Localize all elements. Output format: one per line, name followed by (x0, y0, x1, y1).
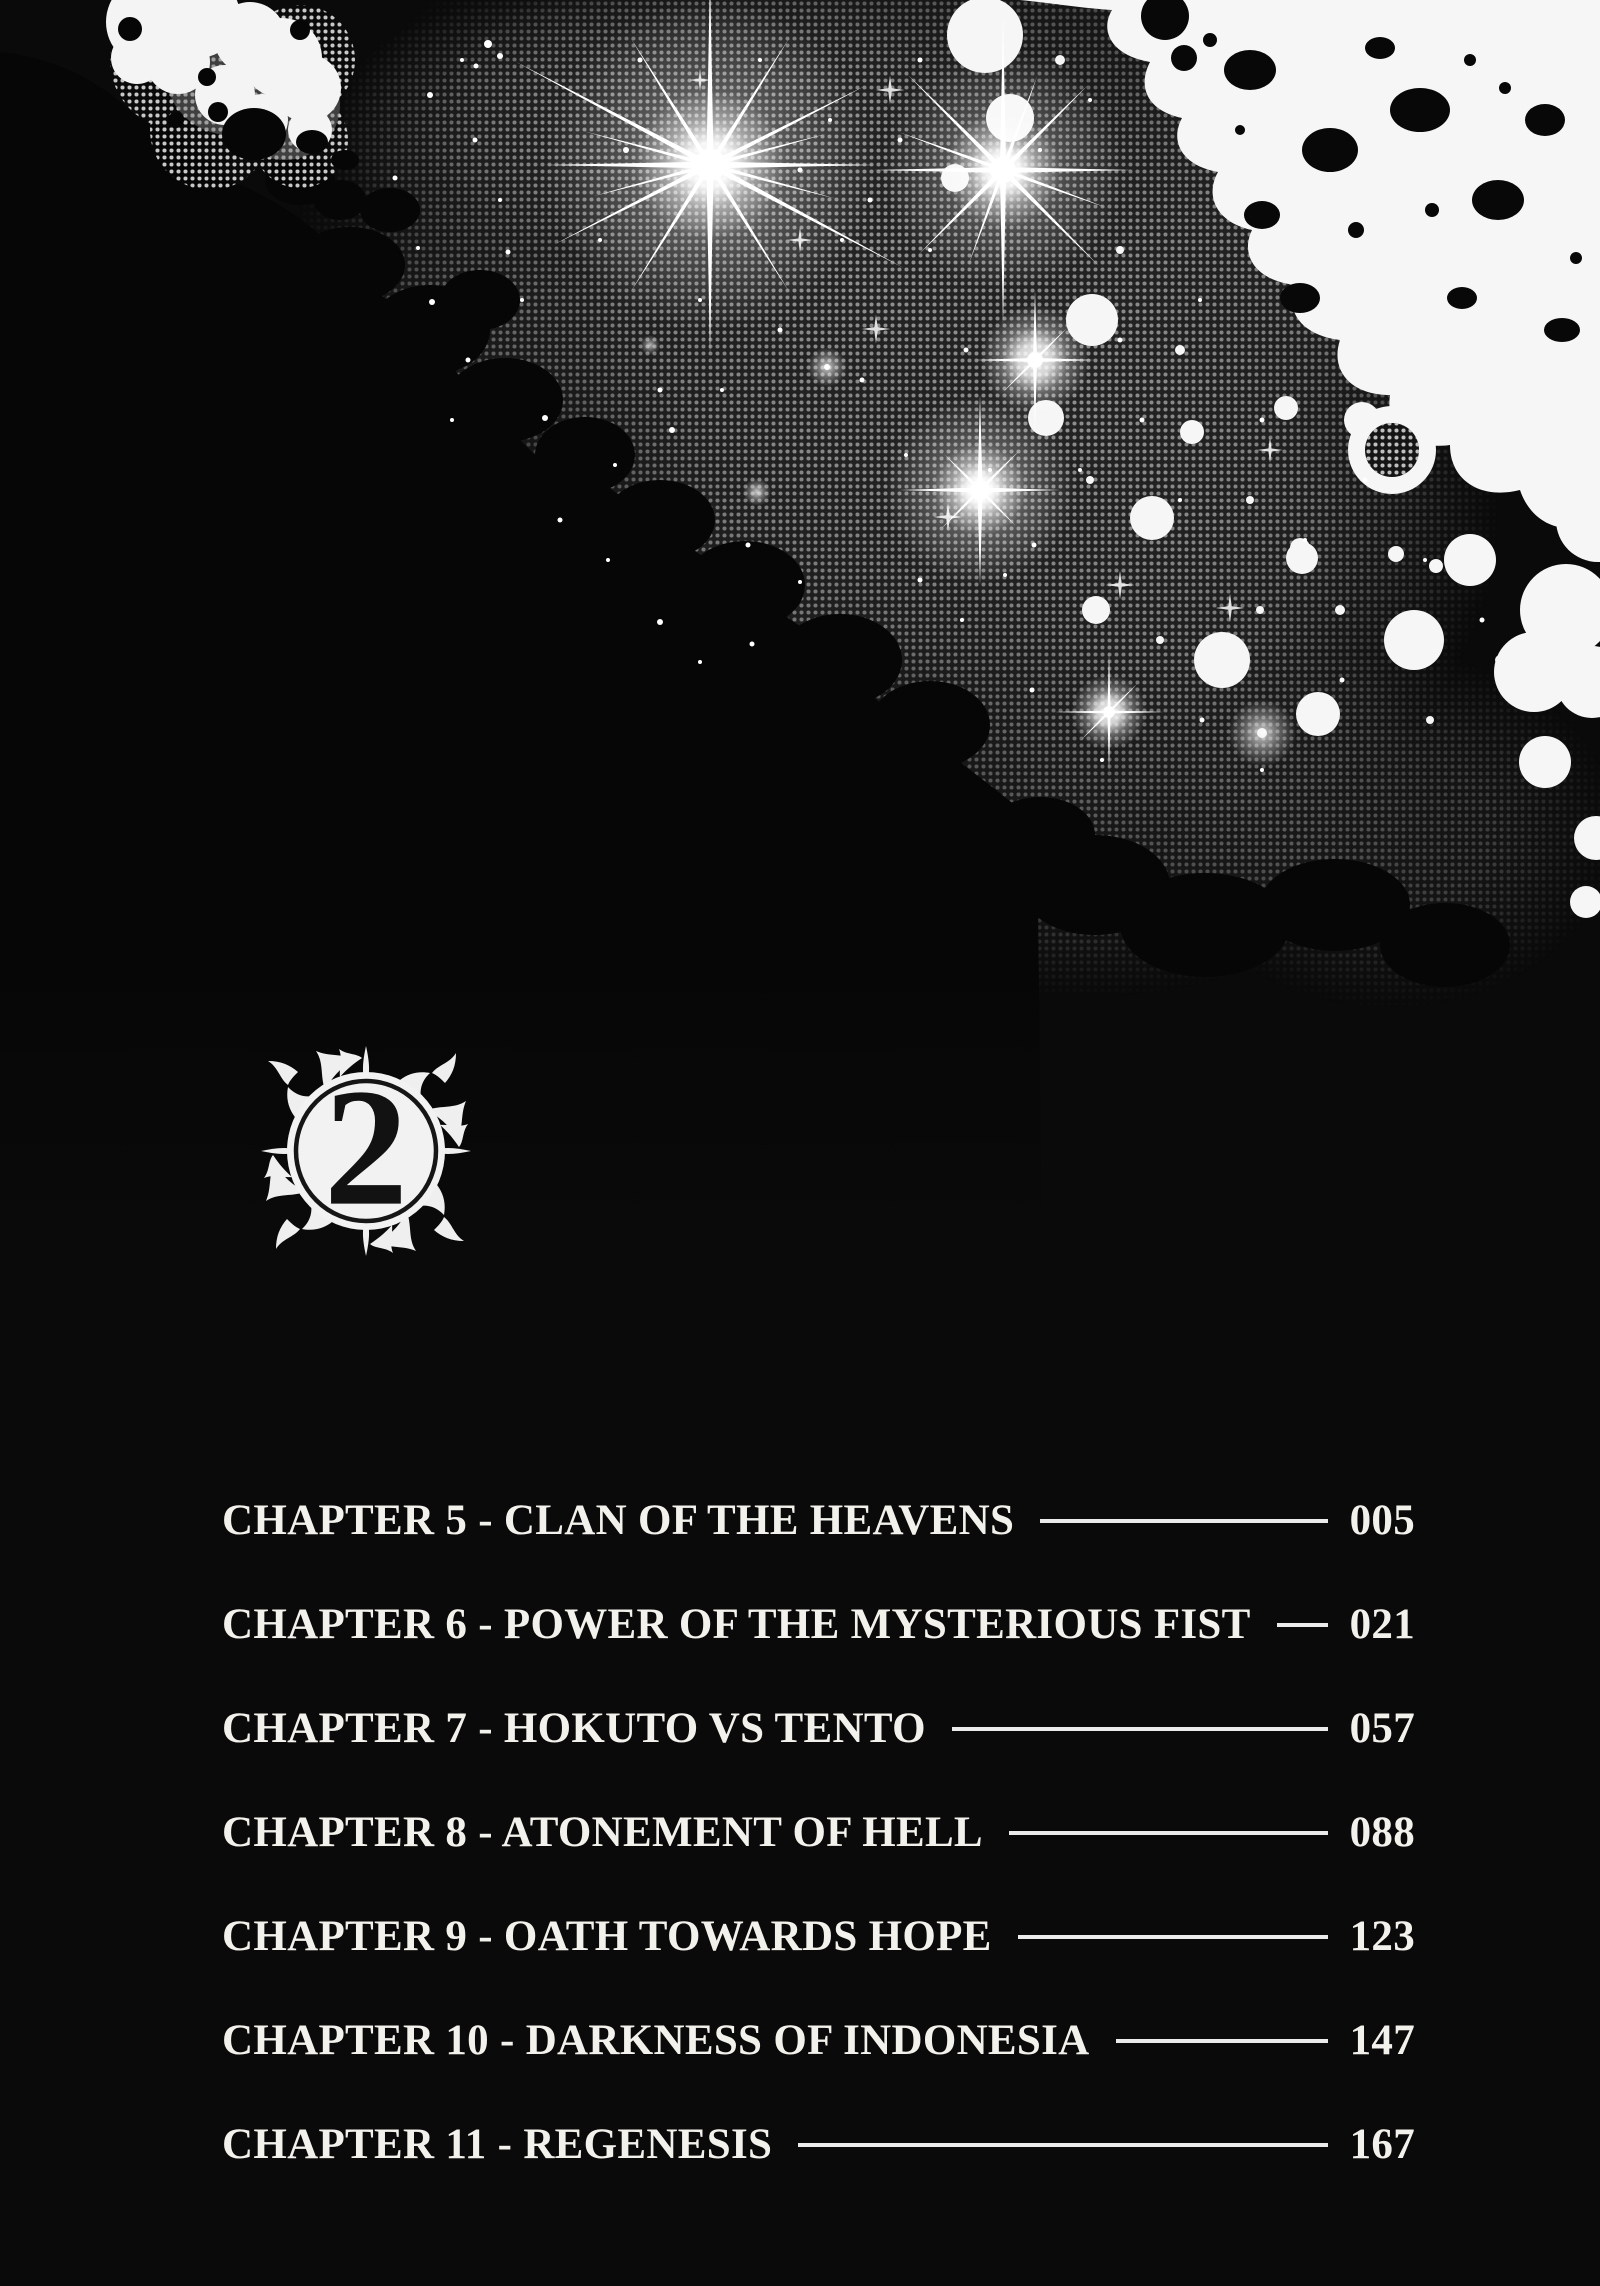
chapter-title: CHAPTER 5 - CLAN OF THE HEAVENS (222, 1496, 1015, 1544)
toc-row-chapter-5 (222, 1468, 1415, 1572)
leader-line (798, 2143, 1327, 2147)
toc-row-chapter-6 (222, 1572, 1415, 1676)
volume-number: 2 (324, 1054, 408, 1241)
leader-line (1040, 1519, 1327, 1523)
page-number: 147 (1349, 2016, 1415, 2064)
page-number: 167 (1349, 2120, 1415, 2168)
volume-emblem (253, 1038, 479, 1264)
toc-row-chapter-7 (222, 1676, 1415, 1780)
toc-row-chapter-10 (222, 1988, 1415, 2092)
table-of-contents (0, 1468, 1600, 2196)
toc-row-chapter-8 (222, 1780, 1415, 1884)
leader-line (1116, 2039, 1328, 2043)
sky-bottom-fade (0, 950, 1600, 1250)
page-number: 005 (1349, 1496, 1415, 1544)
chapter-title: CHAPTER 10 - DARKNESS OF INDONESIA (222, 2016, 1090, 2064)
chapter-title: CHAPTER 7 - HOKUTO VS TENTO (222, 1704, 926, 1752)
leader-line (1009, 1831, 1328, 1835)
page-number: 021 (1349, 1600, 1415, 1648)
chapter-title: CHAPTER 8 - ATONEMENT OF HELL (222, 1808, 983, 1856)
star-medium-2 (885, 395, 1075, 585)
page-number: 057 (1349, 1704, 1415, 1752)
chapter-title: CHAPTER 11 - REGENESIS (222, 2120, 773, 2168)
chapter-title: CHAPTER 6 - POWER OF THE MYSTERIOUS FIST (222, 1600, 1251, 1648)
toc-row-chapter-9 (222, 1884, 1415, 1988)
leader-line (1277, 1623, 1328, 1627)
toc-row-chapter-11 (222, 2092, 1415, 2196)
leader-line (1018, 1935, 1328, 1939)
page-number: 088 (1349, 1808, 1415, 1856)
star-small-2 (1228, 699, 1296, 767)
page-number: 123 (1349, 1912, 1415, 1960)
chapter-title: CHAPTER 9 - OATH TOWARDS HOPE (222, 1912, 992, 1960)
leader-line (952, 1727, 1328, 1731)
